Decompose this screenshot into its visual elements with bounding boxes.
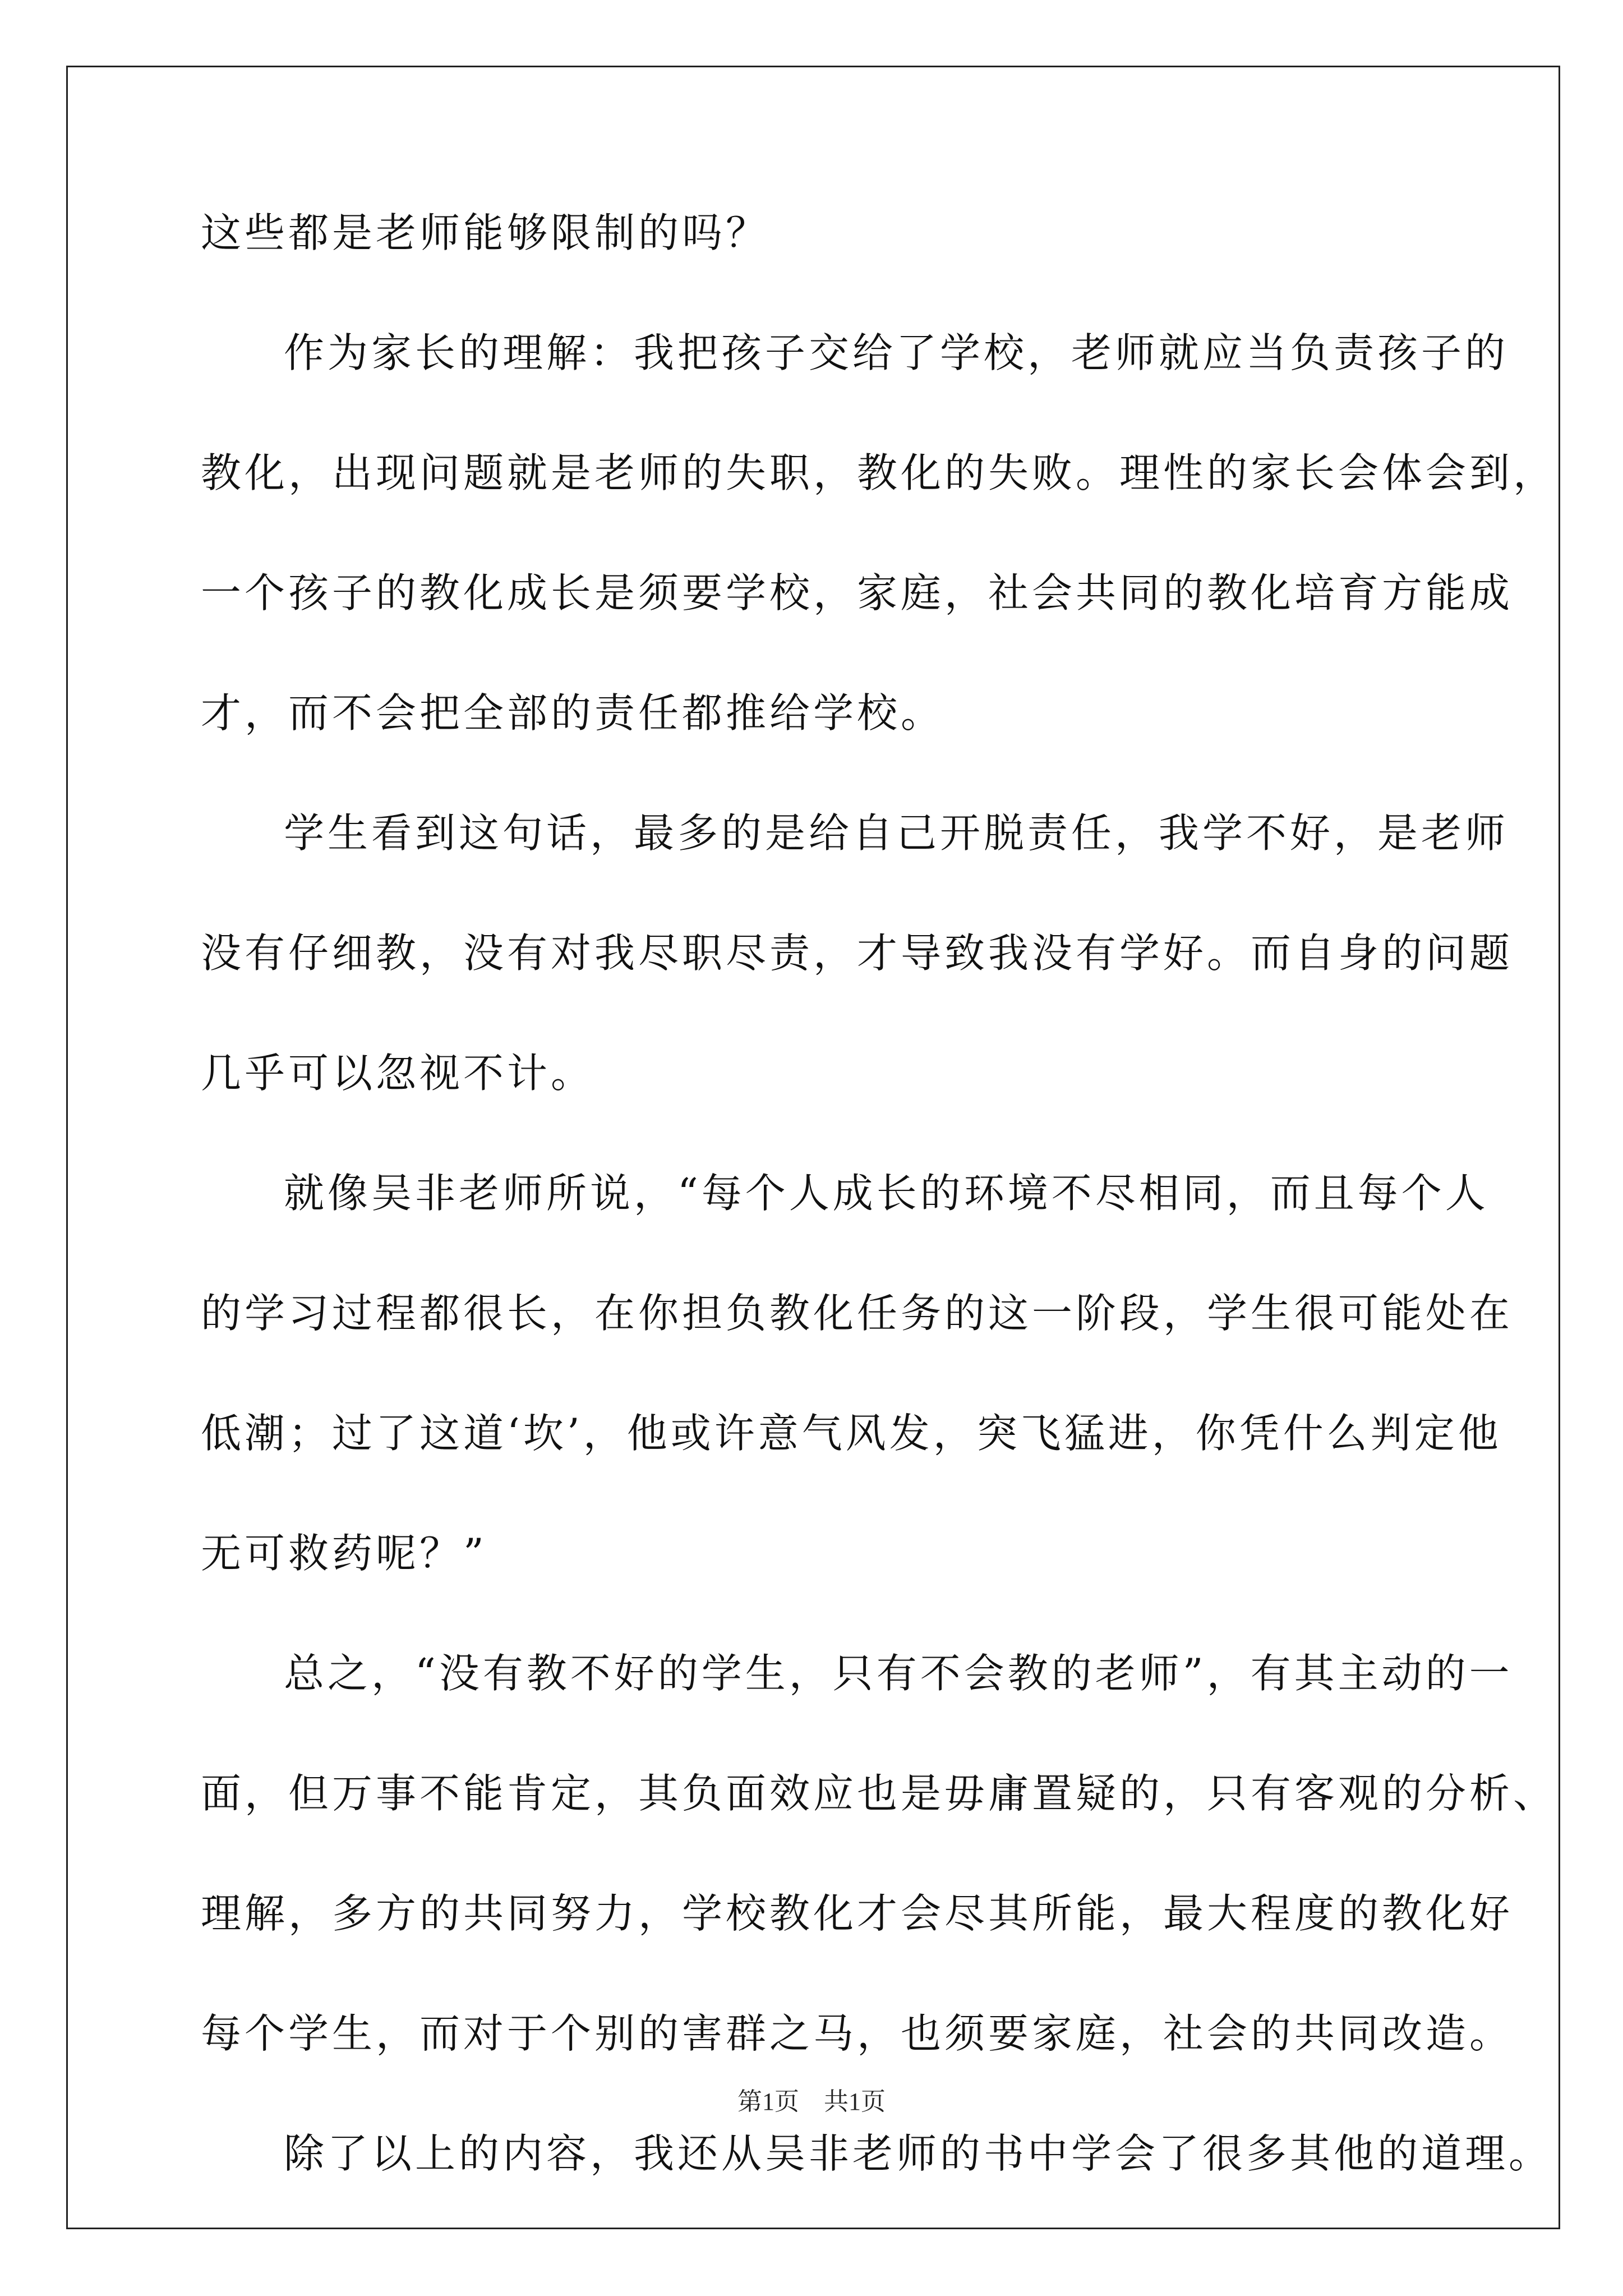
text-line: 作为家长的理解：我把孩子交给了学校，老师就应当负责孩子的 [284, 329, 1509, 376]
text-line: 低潮；过了这道‘坎’，他或许意气风发，突飞猛进，你凭什么判定他 [201, 1410, 1502, 1457]
text-line: 除了以上的内容，我还从吴非老师的书中学会了很多其他的道理。 [284, 2130, 1553, 2177]
text-line: 几乎可以忽视不计。 [201, 1050, 595, 1097]
text-line: 才，而不会把全部的责任都推给学校。 [201, 689, 945, 737]
text-line: 的学习过程都很长，在你担负教化任务的这一阶段，学生很可能处在 [201, 1290, 1514, 1337]
text-line: 总之，“没有教不好的学生，只有不会教的老师”，有其主动的一 [284, 1650, 1513, 1697]
text-line: 每个学生，而对于个别的害群之马，也须要家庭，社会的共同改造。 [201, 2010, 1514, 2057]
text-line: 理解，多方的共同努力，学校教化才会尽其所能，最大程度的教化好 [201, 1890, 1514, 1937]
page-number: 第1页 共1页 [737, 2088, 886, 2115]
text-line: 面，但万事不能肯定，其负面效应也是毋庸置疑的，只有客观的分析、 [201, 1770, 1557, 1817]
text-line: 无可救药呢？” [201, 1530, 487, 1577]
text-line: 没有仔细教，没有对我尽职尽责，才导致我没有学好。而自身的问题 [201, 930, 1514, 977]
text-line: 一个孩子的教化成长是须要学校，家庭，社会共同的教化培育方能成 [201, 569, 1514, 616]
text-line: 教化，出现问题就是老师的失职，教化的失败。理性的家长会体会到， [201, 449, 1557, 496]
text-line: 这些都是老师能够限制的吗？ [201, 209, 770, 256]
text-line: 就像吴非老师所说，“每个人成长的环境不尽相同，而且每个人 [284, 1170, 1489, 1217]
text-line: 学生看到这句话，最多的是给自己开脱责任，我学不好，是老师 [284, 809, 1509, 857]
